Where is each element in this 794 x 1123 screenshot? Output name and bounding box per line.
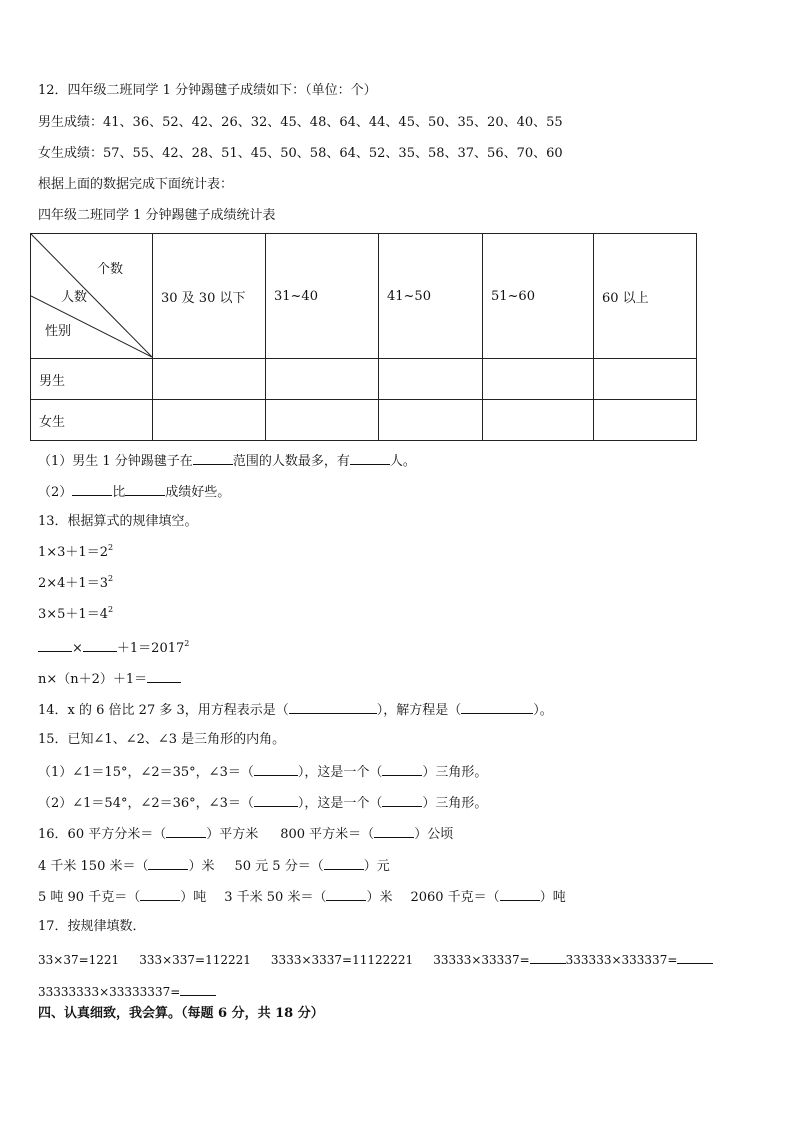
q12-title: 12．四年级二班同学 1 分钟踢毽子成绩如下：（单位：个） — [38, 83, 377, 98]
answer-blank[interactable] — [382, 762, 422, 776]
answer-blank[interactable] — [72, 482, 112, 496]
q16-line2: 4 千米 150 米＝（ ）米 50 元 5 分＝（ ）元 — [38, 856, 390, 876]
q15-line1: （1）∠1＝15°，∠2＝35°，∠3＝（ ），这是一个（ ）三角形。 — [38, 762, 487, 782]
answer-blank[interactable] — [289, 700, 377, 714]
q13-title: 13．根据算式的规律填空。 — [38, 514, 198, 529]
answer-blank[interactable] — [83, 638, 117, 652]
answer-blank[interactable] — [180, 982, 216, 996]
answer-blank[interactable] — [326, 887, 366, 901]
answer-blank[interactable] — [148, 856, 188, 870]
table-cell[interactable] — [483, 359, 594, 400]
q12-sub2: （2） 比 成绩好些。 — [38, 482, 230, 502]
q12-boys-scores: 男生成绩：41、36、52、42、26、32、45、48、64、44、45、50、35、20、40、55 — [38, 115, 563, 130]
answer-blank[interactable] — [38, 638, 72, 652]
range-header: 60 以上 — [594, 234, 697, 359]
answer-blank[interactable] — [254, 793, 298, 807]
row-label-boys: 男生 — [31, 359, 153, 400]
table-cell[interactable] — [266, 400, 379, 441]
q16-line3: 5 吨 90 千克＝（ ）吨 3 千米 50 米＝（ ）米 2060 千克＝（ ）吨 — [38, 887, 566, 907]
q13-fill: × $+1=2017^2$ — [38, 638, 189, 658]
corner-label-count: 个数 — [97, 262, 124, 277]
q14: 14．x 的 6 倍比 27 多 3，用方程表示是（ ），解方程是（ ）。 — [38, 700, 553, 720]
corner-label-people: 人数 — [61, 290, 88, 305]
range-header: 41~50 — [379, 234, 483, 359]
q17-sequence: 33×37=1221 333×337=112221 3333×3337=11122221 33333×33337= 333333×333337= — [38, 950, 713, 969]
q15-line2: （2）∠1＝54°，∠2＝36°，∠3＝（ ），这是一个（ ）三角形。 — [38, 793, 487, 813]
stats-table — [30, 233, 697, 441]
answer-blank[interactable] — [193, 451, 233, 465]
table-cell[interactable] — [266, 359, 379, 400]
q13-eq3: $3\times 5+1=4^2$ — [38, 605, 114, 622]
section-4-heading: 四、认真细致，我会算。（每题 6 分，共 18 分） — [38, 1006, 324, 1021]
table-cell[interactable] — [483, 400, 594, 441]
answer-blank[interactable] — [461, 700, 533, 714]
row-label-girls: 女生 — [31, 400, 153, 441]
answer-blank[interactable] — [500, 887, 540, 901]
answer-blank[interactable] — [140, 887, 180, 901]
answer-blank[interactable] — [147, 669, 181, 683]
q17-title: 17．按规律填数． — [38, 919, 146, 934]
q15-title: 15．已知∠1、∠2、∠3 是三角形的内角。 — [38, 732, 286, 747]
diagonal-lines — [31, 234, 152, 359]
answer-blank[interactable] — [677, 950, 713, 964]
q12-girls-scores: 女生成绩：57、55、42、28、51、45、50、58、64、52、35、58、37、56、70、60 — [38, 146, 563, 161]
answer-blank[interactable] — [254, 762, 298, 776]
answer-blank[interactable] — [166, 824, 206, 838]
table-cell[interactable] — [153, 359, 266, 400]
table-cell[interactable] — [594, 359, 697, 400]
table-cell[interactable] — [379, 400, 483, 441]
q13-eq1: $1\times 3+1=2^2$ — [38, 543, 114, 560]
table-cell[interactable] — [379, 359, 483, 400]
answer-blank[interactable] — [125, 482, 165, 496]
q12-instruction: 根据上面的数据完成下面统计表： — [38, 177, 234, 192]
answer-blank[interactable] — [324, 856, 364, 870]
q12-table-title: 四年级二班同学 1 分钟踢毽子成绩统计表 — [38, 208, 276, 223]
q12-sub1: （1）男生 1 分钟踢毽子在 范围的人数最多，有 人。 — [38, 451, 416, 471]
q13-eq2: $2\times 4+1=3^2$ — [38, 574, 114, 591]
q16-line1: 16．60 平方分米＝（ ）平方米 800 平方米＝（ ）公顷 — [38, 824, 453, 844]
range-header: 51~60 — [483, 234, 594, 359]
corner-label-gender: 性别 — [45, 324, 72, 339]
answer-blank[interactable] — [530, 950, 566, 964]
answer-blank[interactable] — [350, 451, 390, 465]
table-cell[interactable] — [153, 400, 266, 441]
range-header: 31~40 — [266, 234, 379, 359]
q17-last: 33333333×33333337= — [38, 982, 216, 1001]
diagonal-header-cell — [31, 234, 153, 359]
answer-blank[interactable] — [382, 793, 422, 807]
q13-n-line: n×（n＋2）＋1＝ — [38, 669, 181, 689]
range-header: 30 及 30 以下 — [153, 234, 266, 359]
table-cell[interactable] — [594, 400, 697, 441]
answer-blank[interactable] — [374, 824, 414, 838]
